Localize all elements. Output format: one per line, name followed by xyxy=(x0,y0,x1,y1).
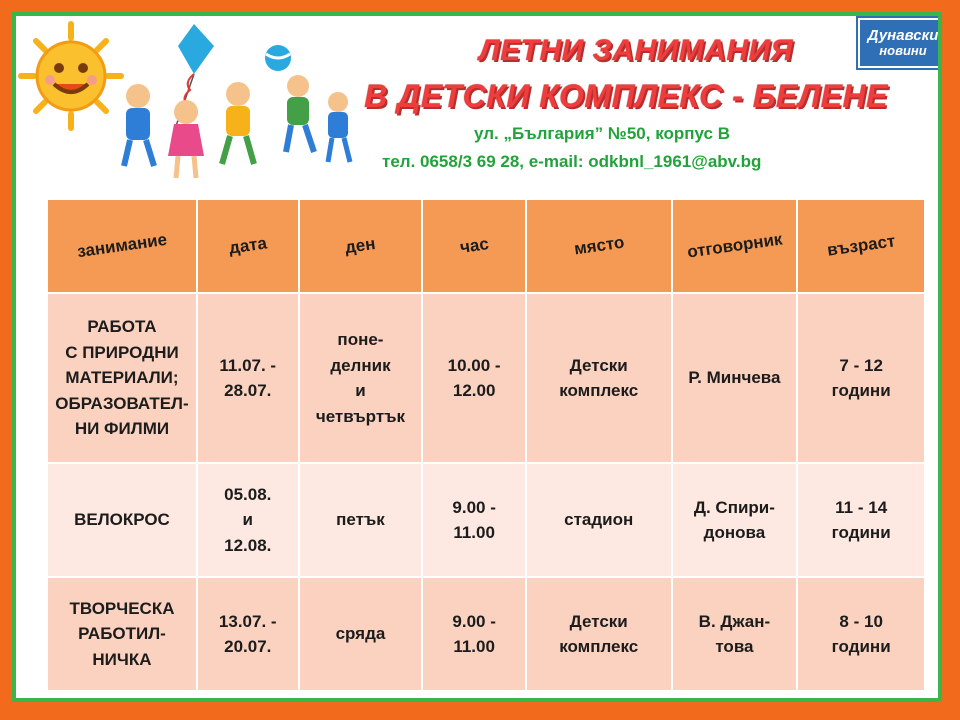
table-cell-activity: ТВОРЧЕСКА РАБОТИЛ- НИЧКА xyxy=(47,577,197,691)
column-header: занимание xyxy=(47,199,197,293)
column-header: място xyxy=(526,199,672,293)
table-cell-day: сряда xyxy=(299,577,423,691)
column-header: ден xyxy=(299,199,423,293)
table-cell-day: петък xyxy=(299,463,423,577)
logo-line-2: новини xyxy=(879,43,927,59)
ball-icon xyxy=(265,45,291,71)
contact-line: тел. 0658/3 69 28, e-mail: odkbnl_1961@abv.bg xyxy=(382,152,762,171)
table-cell-age: 11 - 14 години xyxy=(797,463,925,577)
address-line: ул. „България” №50, корпус В xyxy=(474,124,731,143)
column-header: отговорник xyxy=(672,199,798,293)
column-header: възраст xyxy=(797,199,925,293)
table-cell-place: Детски комплекс xyxy=(526,577,672,691)
table-cell-responsible: Р. Минчева xyxy=(672,293,798,463)
poster-title-line-1: ЛЕТНИ ЗАНИМАНИЯ xyxy=(479,34,793,67)
table-cell-date: 11.07. - 28.07. xyxy=(197,293,299,463)
table-cell-time: 9.00 - 11.00 xyxy=(422,577,526,691)
poster-frame xyxy=(12,12,942,702)
children-icon xyxy=(124,75,350,178)
table-cell-date: 05.08. и 12.08. xyxy=(197,463,299,577)
table-cell-time: 10.00 - 12.00 xyxy=(422,293,526,463)
sun-icon xyxy=(21,24,121,128)
table-row xyxy=(47,293,925,463)
table-cell-age: 7 - 12 години xyxy=(797,293,925,463)
table-cell-responsible: В. Джан- това xyxy=(672,577,798,691)
table-cell-date: 13.07. - 20.07. xyxy=(197,577,299,691)
table-header-row xyxy=(47,199,925,293)
table-cell-activity: РАБОТА С ПРИРОДНИ МАТЕРИАЛИ; ОБРАЗОВАТЕЛ- НИ ФИЛМИ xyxy=(47,293,197,463)
poster-title-line-2: В ДЕТСКИ КОМПЛЕКС - БЕЛЕНЕ xyxy=(364,78,888,114)
schedule-table xyxy=(46,198,926,692)
table-cell-place: Детски комплекс xyxy=(526,293,672,463)
table-cell-activity: ВЕЛОКРОС xyxy=(47,463,197,577)
column-header: дата xyxy=(197,199,299,293)
table-cell-time: 9.00 - 11.00 xyxy=(422,463,526,577)
table-cell-day: поне- делник и четвъртък xyxy=(299,293,423,463)
decor-illustration xyxy=(16,16,366,201)
table-cell-place: стадион xyxy=(526,463,672,577)
logo-line-1: Дунавски xyxy=(867,27,939,45)
table-row xyxy=(47,577,925,691)
table-row xyxy=(47,463,925,577)
table-cell-age: 8 - 10 години xyxy=(797,577,925,691)
column-header: час xyxy=(422,199,526,293)
table-cell-responsible: Д. Спири- донова xyxy=(672,463,798,577)
